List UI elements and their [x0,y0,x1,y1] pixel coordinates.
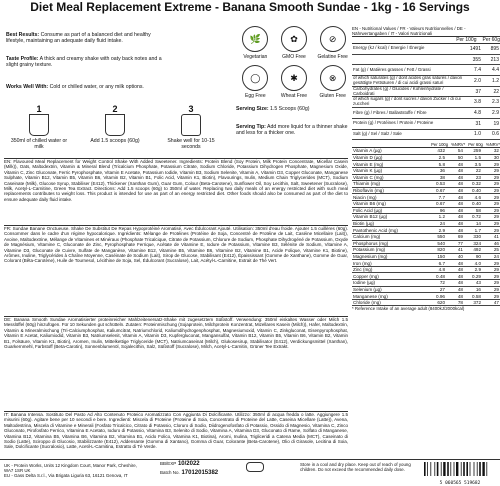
macro-cell-label: Carbohydrates (g) / Glucides / Kohlenhydrate / Carboidrati [352,86,464,97]
vitamin-cell-d: 29 [482,260,500,267]
macro-row [352,108,500,119]
vitamin-cell-c: 1.5 [464,154,482,161]
vitamin-cell-label: Vitamin B12 (µg) [352,214,428,221]
macro-cell-v1: 2.0 [464,76,482,87]
vitamin-cell-c: 16 [464,286,482,293]
vitamin-cell-label: Phosphorus (mg) [352,240,428,247]
german-label-text: DE: Banana Smooth Sundae Aromatisierter proteinreicher Mahlzeitenersatz-Shake mit zugesetztem Süßstoff. Verwendung: 350ml eiskaltes Wasser oder Milch 1.5 Messlöffel (60g) hinzufügen. Für 10 Sekunden gut schütteln. Zutaten: Proteinmischung (Sojaprotein, Milchprotein Konzentrat, Mizellares Kasein (Milch)), Hafer, Maltodextrin, Vitamin & Mineralmischung (Tri-Calciumphosphat, Kaliumcitrat, Natriumchlorid, Kaliumdihydrogenphosphat, Magnesiumoxid, Vitamin C, Zinkgluconat, Eisenpyrophosphat, Vitamin E Acetat, Kaliumiodid, Vitamin B3, Natriumselenit, Vitamin A, Vitamin D3, Kupfergluconat, Mangansulfat, Vitamin B12, Vitamin B5, Vitamin B6, Vitamin B2, Vitamin B1, Folsäure, Vitamin K1, Biotin), Aromen, Inulin, Mittelkettige Triglyceride (MCT), Natriumcaseinat (Milch), Glukosesirup, Stabilisator (E412), Verdickungsmittel (Xanthan), Guarkernmehl, Farbstoff (Beta-Carotin), Sonnenblumenöl, Sojalecithin, Salz, Süßstoff (Sucralose), Milch, Acetyl-L-Carnitin, Grüner Tee Extrakt. [4,316,348,411]
vitamin-row [352,161,500,168]
barcode-bar [424,462,426,476]
bbe-label: BB/EXP [160,461,177,466]
barcode-bar [479,462,481,476]
vitamin-cell-label: Selenium (µg) [352,286,428,293]
vitamin-cell-d: 29 [482,280,500,287]
vitamin-cell-c: 3.5 [464,161,482,168]
vitamin-cell-a: 4.8 [428,266,446,273]
step-text: Add 1.5 scoops (60g) [90,138,140,144]
vitamin-cell-a: 0.48 [428,273,446,280]
vitamin-row [352,233,500,240]
barcode-bar [447,462,449,476]
macro-row [352,76,500,87]
macro-cell-label: Salt (g) / Sel / Salz / Sale [352,129,464,140]
vitamin-cell-label: Thiamin (mg) [352,181,428,188]
vitamin-cell-label: Vitamin C (mg) [352,174,428,181]
nutrition-header-label: EN - Nutritional Values / FR - Valeurs Nutritionnelles / DE - Nährwertangaben / IT - Valori Nutrizionali [352,26,466,36]
vitamin-cell-d: 47 [482,299,500,306]
vitamin-cell-b: 48 [446,214,464,221]
vitamin-cell-b: 40 [446,253,464,260]
macro-cell-v2: 895 [482,44,500,54]
nutrition-panel [352,26,500,312]
recycle-icon [246,462,264,472]
dietary-icons [236,26,352,99]
vitamin-cell-a: 2.5 [428,154,446,161]
vitamin-row [352,194,500,201]
vitamin-cell-label: Potassium (mg) [352,247,428,254]
vitamin-cell-label: Calcium (mg) [352,233,428,240]
vitamin-cell-c: 58 [464,207,482,214]
vitamin-row [352,240,500,247]
macro-cell-v1: 3.8 [464,97,482,108]
vitamin-cell-a: 550 [428,233,446,240]
vitamin-cell-c: 0.40 [464,187,482,194]
works-well-label: Works Well With: [6,84,49,90]
vit-col-2: %NRV* [451,142,466,148]
vitamin-cell-a: 432 [428,148,446,154]
nutrition-col-per100: Per 100g [456,37,477,43]
vitamin-row [352,181,500,188]
footer-bbe [160,461,200,467]
vitamin-cell-c: 324 [464,240,482,247]
french-label-text: FR: Sundae Banane Onctueuse. Shake De Substitut De Repas Hypoprotéiné Aromatisé, Avec Édulcorant Ajouté. Utilisation: 350ml d'eau froide. Ajouter 1.5 cuillères (60g). Consommer dans le cadre d'un régime hypocalorique. Ingrédients: Mélange de Protéines (Protéine de Soja, Concentré de Protéine de Lait, Caséine Micellaire (Lait)), Avoine, Maltodextrine, Mélange de Vitamines et Minéraux (Phosphate Tricalcique, Citrate de Potassium, Chlorure de Sodium, Phosphate Dihydrogéné de Potassium, Oxyde de Magnésium, Vitamine C, Gluconate de Zinc, Pyrophosphate Ferrique, Acétate de Vitamine E, Iodure de Potassium, Vitamine B3, Sélénite de Sodium, Vitamine A, Vitamine D3, Gluconate de Cuivre, Sulfate de Manganèse, Vitamine B12, Vitamine B5, Vitamine B6, Vitamine B2, Vitamine B1, Acide Folique, Vitamine K1, Biotine), Arômes, Inuline, Triglycérides à Chaîne Moyenne, Caséinate de Sodium (Lait), Sirop de Glucose, Stabilisant (E412), Épaississant (Gomme de Xanthane), Gomme de Guar, Colorant (Bêta-Carotène), Huile de Tournesol, Lécithine de Soja, Sel, Édulcorant (Sucralose), Lait, Acétyl-L-Carnitine, Extrait de Thé Vert. [4,225,348,316]
vitamin-cell-d: 32 [482,148,500,154]
vitamin-row [352,167,500,174]
vitamin-row [352,220,500,227]
macro-cell-label: Protein (g) / Protéines / Protein / Proteine [352,118,464,129]
barcode-bar [454,462,455,476]
step-text: Shake well for 10-15 seconds [167,138,215,150]
vitamin-cell-d: 29 [482,161,500,168]
vitamin-cell-b: 48 [446,167,464,174]
vit-col-4: %NRV* [485,142,500,148]
vitamin-cell-label: Vitamin K (µg) [352,167,428,174]
vitamin-cell-label: Vitamin A (µg) [352,148,428,154]
vitamin-row [352,247,500,254]
vitamin-cell-a: 2.9 [428,227,446,234]
vitamin-cell-a: 5.8 [428,161,446,168]
step-2 [82,104,148,150]
vitamin-cell-d: 24 [482,253,500,260]
batch-value: 17012015382 [181,470,219,476]
vitamin-cell-c: 0.40 [464,200,482,207]
vitamin-cell-b: 48 [446,293,464,300]
vitamin-cell-label: Niacin (mg) [352,194,428,201]
vitamin-cell-c: 330 [464,233,482,240]
taste-profile-label: Taste Profile: [6,56,39,62]
vitamin-cell-b: 48 [446,174,464,181]
macro-cell-v2: 4.4 [482,65,500,76]
vitamin-cell-c: 0.58 [464,293,482,300]
vitamin-cell-a: 820 [428,247,446,254]
italian-label-text: IT: Banana Intensa. Sostituto Del Pasto Ad Alto Contenuto Proteico Aromatizzato Con Aggiunta Di Dolcificante. Utilizzo: 350ml di acqua fredda o latte. Aggiungere 1.5 misurini (60g). Agitare bene per 10 secondi e bere. Ingredienti: Miscela di Proteine (Proteine di Soia, Concentrato di Proteine del Latte, Caseina Micellare (Latte)), Avena, Maltodestrina, Miscela di Vitamine e Minerali (Fosfato Tricalcico, Citrato di Potassio, Cloruro di Sodio, Diidrogenofosfato di Potassio, Ossido di Magnesio, Vitamina C, Zinco Gluconato, Pirofosfato Ferrico, Vitamina E Acetato, Ioduro di Potassio, Vitamina B3, Selenito di Sodio, Vitamina A, Vitamina D3, Gluconato di Rame, Solfato di Manganese, Vitamina B12, Vitamina B5, Vitamina B6, Vitamina B2, Vitamina B1, Acido Folico, Vitamina K1, Biotina), Aromi, Inulina, Trigliceridi a Catena Media (MCT), Caseinato di Sodio (Latte), Sciroppo di Glucosio, Stabilizzante (E412), Addensante (Gomma di Xantano), Gomma di Guar, Colorante (Beta-Carotene), Olio di Girasole, Lecitina di Soia, Sale, Dolcificante (Sucralosio), Latte, Acetil-L-Carnitina, Estratto di Tè Verde. [4,411,348,459]
vitamin-cell-label: Chloride (mg) [352,299,428,306]
vitamin-cell-b: 54 [446,148,464,154]
footer-storage-text: Store in a cool and dry place. Keep out of reach of young children. Do not exceed the recommended daily dose. [300,462,411,473]
vitamin-cell-b: 48 [446,227,464,234]
macro-cell-v2: 0.6 [482,129,500,140]
dietary-icon-label: Egg Free [245,93,266,99]
vitamin-cell-a: 150 [428,253,446,260]
vitamin-row [352,299,500,306]
vitamin-cell-b: 48 [446,194,464,201]
macro-cell-v1: 4.8 [464,108,482,119]
vitamin-cell-d: 29 [482,167,500,174]
vit-col-3: Per 60g [468,142,483,148]
barcode-bar [430,462,431,476]
step-number: 3 [188,104,194,114]
barcode-bar [450,462,451,476]
dietary-icon-item [275,26,314,60]
macro-cell-label: Fat (g) / Matières grasses / Fett / Grassi [352,65,464,76]
macro-cell-label: Fibre (g) / Fibres / Ballaststoffe / Fibre [352,108,464,119]
barcode-bar [461,462,462,476]
vitamin-cell-b: 48 [446,260,464,267]
footer-batch [160,470,218,476]
vitamin-cell-a: 38 [428,174,446,181]
vitamin-cell-a: 96 [428,207,446,214]
vitamin-cell-a: 540 [428,240,446,247]
vitamin-cell-c: 4.0 [464,260,482,267]
vitamin-cell-c: 372 [464,299,482,306]
step-text: 350ml of chilled water or milk [10,138,68,150]
vitamin-cell-d: 30 [482,154,500,161]
nutrition-footnote: * Reference Intake of an average adult (8400kJ/2000kcal) [352,306,465,312]
macro-cell-v1: 7.4 [464,65,482,76]
vit-col-1: Per 100g [431,142,449,148]
step-number: 1 [36,104,42,114]
vitamin-cell-d: 29 [482,187,500,194]
vitamin-cell-a: 72 [428,280,446,287]
vitamin-row [352,154,500,161]
vitamin-cell-a: 0.96 [428,293,446,300]
batch-label: Batch No. [160,470,180,475]
vitamin-row [352,214,500,221]
vitamin-row [352,174,500,181]
glass-icon [29,114,49,136]
macro-cell-v2: 22 [482,86,500,97]
macronutrient-table [352,44,500,140]
best-results-block [6,32,166,44]
vitamin-cell-c: 0.72 [464,214,482,221]
best-results-label: Best Results: [6,32,40,38]
serving-size [236,106,352,112]
macro-cell-label: of which sugars (g) / dont sucres / davon Zucker / di cui zuccheri [352,97,464,108]
dietary-icon-label: Vegetarian [243,54,268,60]
barcode-bar [470,462,471,476]
vitamin-cell-a: 0.67 [428,187,446,194]
macro-cell-label: Energy (kJ / kcal) / Energie / Énergie [352,44,464,54]
footer-address-eu: EU - Gass Delta S.r.l., Via Brigata Liguria 63, 16121 Genova, IT [4,473,128,479]
vitamin-cell-a: 0.67 [428,200,446,207]
barcode-bar [443,462,445,476]
footer-divider [0,459,500,460]
vitamin-cell-d: 29 [482,266,500,273]
macro-cell-v2: 213 [482,54,500,65]
macro-cell-v1: 1491 [464,44,482,54]
vitamin-cell-d: 29 [482,220,500,227]
vitamin-cell-label: Vitamin D (µg) [352,154,428,161]
vitamin-cell-b: 48 [446,220,464,227]
vitamin-cell-a: 36 [428,167,446,174]
dietary-icon-item [236,26,275,60]
vitamin-cell-label: Zinc (mg) [352,266,428,273]
vitamin-cell-label: Biotin (µg) [352,220,428,227]
barcode-icon [422,462,498,476]
macro-row [352,97,500,108]
vitamin-cell-d: 41 [482,233,500,240]
serving-tip-text: Add more liquid for a thinner shake and less for a thicker one. [236,124,348,136]
vitamin-cell-label: Manganese (mg) [352,293,428,300]
vitamin-cell-b: 41 [446,247,464,254]
vitamin-cell-a: 27 [428,286,446,293]
vitamin-cell-c: 4.6 [464,194,482,201]
macro-row [352,118,500,129]
vitamin-cell-label: Vitamin B6 (mg) [352,200,428,207]
footer-addresses [4,463,144,479]
vitamin-cell-c: 14 [464,220,482,227]
nutrition-col-per60: Per 60g [482,37,500,43]
step-3 [158,104,224,150]
barcode-digits: 5 060565 519682 [439,481,481,486]
barcode-bar [463,462,465,476]
macro-row [352,65,500,76]
barcode-bar [434,462,435,476]
dietary-icon-item [275,65,314,99]
vitamin-cell-a: 24 [428,220,446,227]
macro-cell-v1: 37 [464,86,482,97]
vitamin-cell-d: 29 [482,207,500,214]
dietary-icon-label: Gelatine Free [317,54,348,60]
vitamin-cell-d: 29 [482,174,500,181]
vitamin-row [352,280,500,287]
vitamin-cell-label: Riboflavin (mg) [352,187,428,194]
bbe-value: 10/2022 [177,461,200,467]
egg-free-icon: ◯ [242,65,268,91]
vitamin-cell-b: 48 [446,187,464,194]
vitamin-cell-b: 48 [446,280,464,287]
vitamin-cell-a: 620 [428,299,446,306]
preparation-steps [6,104,236,156]
macro-cell-v1: 1.0 [464,129,482,140]
footer-address-uk: UK - Protein Works, Units 12 Kingdom Court, Manor Park, Cheshire, WA7 1SR UK [4,463,137,474]
vitamin-cell-d: 29 [482,227,500,234]
barcode-bar [474,462,475,476]
barcode-bar [437,462,439,476]
macro-row [352,44,500,54]
macro-row [352,129,500,140]
vitamin-cell-label: Folic Acid (µg) [352,207,428,214]
macro-cell-v1: 355 [464,54,482,65]
macro-cell-label [352,54,464,65]
macro-cell-v2: 1.2 [482,76,500,87]
vitamin-cell-c: 492 [464,247,482,254]
gluten-free-icon: ⊗ [320,65,346,91]
macro-cell-v1: 31 [464,118,482,129]
taste-profile-block [6,56,166,68]
vitamin-cell-label: Copper (mg) [352,273,428,280]
vitamin-cell-d: 29 [482,293,500,300]
vitamin-cell-label: Magnesium (mg) [352,253,428,260]
vegetarian-icon: 🌿 [242,26,268,52]
vitamin-cell-d: 29 [482,194,500,201]
vitamin-cell-d: 25 [482,247,500,254]
dietary-icon-item [313,65,352,99]
vitamin-cell-c: 23 [464,174,482,181]
serving-size-label: Serving Size: [236,106,269,112]
macro-row [352,54,500,65]
vitamin-row [352,266,500,273]
macro-cell-v2: 2.3 [482,97,500,108]
barcode-bar [466,462,468,476]
barcode-bar [482,462,484,476]
best-results-text: Consume as part of a balanced diet and healthy lifestyle, maintaining an adequate daily fluid intake. [6,32,151,44]
wheat-free-icon: ✱ [281,65,307,91]
vitamin-cell-b: 48 [446,161,464,168]
vitamin-cell-label: Iodine (µg) [352,280,428,287]
dietary-icon-item [236,65,275,99]
barcode-bar [486,462,487,476]
barcode [422,462,498,486]
english-label-text: EN: Flavoured Meal Replacement for Weight Control Shake With Added Sweetener. Ingredients: Protein Blend (Soy Protein, Milk Protein Concentrate, Micellar Casein (Milk)), Oats, Maltodextrin, Vitamin & Mineral Blend (Tricalcium Phosphate, Potassium Citrate, Sodium Chloride, Potassium Dihydrogen Phosphate, Magnesium Oxide, Vitamin C, Zinc Gluconate, Ferric Pyrophosphate, Vitamin E Acetate, Potassium Iodide, Vitamin B3, Sodium Selenite, Vitamin A, Vitamin D3, Copper Gluconate, Manganese Sulphate, Vitamin B12, Vitamin B5, Vitamin B6, Vitamin B2, Vitamin B1, Folic Acid, Vitamin K1, Biotin), Flavourings, Inulin, Medium Chain Triglycerides (MCT), Sodium Caseinate (Milk), Glucose Syrup, Stabiliser (E412), Thickener (Xanthan Gum), Guar Gum, Colour (Beta-Carotene), Sunflower Oil, Soy Lecithin, Salt, Sweetener (Sucralose), Milk, Acetyl-L-Carnitine, Green Tea Extract. Directions: Add 1.5 scoops (60g) to 350ml of water. Replacing two daily meals of an energy restricted diet with such meal replacements contributes to weight loss. This product is intended for use as part of an energy restricted diet. Other foods should also be consumed as part of the diet to ensure adequate daily fluid intake. [4,158,348,225]
vitamin-cell-d: 29 [482,273,500,280]
vitamin-cell-label: Vitamin E (mg) [352,161,428,168]
vitamin-cell-c: 1.7 [464,227,482,234]
vitamin-cell-d: 29 [482,200,500,207]
taste-profile-text: A thick and creamy shake with oaty back notes and a slight grainy texture. [6,56,162,68]
vitamin-row [352,273,500,280]
vitamin-cell-label: Iron (mg) [352,260,428,267]
vitamin-row [352,227,500,234]
vitamin-cell-b: 48 [446,266,464,273]
vitamin-cell-b: 77 [446,240,464,247]
barcode-bar [427,462,428,476]
vitamin-cell-a: 6.7 [428,260,446,267]
barcode-bar [441,462,442,476]
vitamin-cell-c: 0.29 [464,273,482,280]
vitamin-cell-a: 0.53 [428,181,446,188]
vitamin-cell-b: 48 [446,273,464,280]
macro-cell-label: of which saturates (g) / dont acides gras saturés / davon gesättigte Fettsäuren / di cui acidi grassi saturi [353,75,463,85]
vitamin-row [352,207,500,214]
vitamin-cell-b: 78 [446,299,464,306]
vitamin-cell-b: 48 [446,286,464,293]
serving-tip [236,124,352,136]
vitamin-row [352,187,500,194]
dietary-icon-label: GMO Free [282,54,306,60]
step-number: 2 [112,104,118,114]
vitamin-cell-d: 29 [482,286,500,293]
dietary-icon-label: Wheat Free [280,93,308,99]
product-title: Diet Meal Replacement Extreme - Banana Smooth Sundae - 1kg - 16 Servings [30,0,470,14]
vitamin-cell-d: 29 [482,214,500,221]
vitamin-cell-d: 46 [482,240,500,247]
vitamin-row [352,260,500,267]
vitamin-cell-c: 0.32 [464,181,482,188]
works-well-block [6,84,196,90]
scoop-icon [105,114,125,136]
vitamin-cell-label: Pantothenic Acid (mg) [352,227,428,234]
works-well-text: Cold or chilled water, or any milk options. [49,84,144,90]
macro-cell-v2: 2.9 [482,108,500,119]
macro-row [352,86,500,97]
vitamin-mineral-table [352,148,500,306]
serving-size-text: 1.5 Scoops (60g) [270,106,310,112]
vitamin-cell-c: 2.9 [464,266,482,273]
vitamin-row [352,253,500,260]
vitamin-cell-c: 43 [464,280,482,287]
macro-cell-v2: 19 [482,118,500,129]
vitamin-cell-b: 69 [446,233,464,240]
serving-tip-label: Serving Tip: [236,124,266,130]
dietary-icon-label: Gluten Free [319,93,346,99]
vitamin-row [352,286,500,293]
gelatine-free-icon: ⊘ [320,26,346,52]
vitamin-cell-b: 48 [446,181,464,188]
barcode-bar [477,462,478,476]
vitamin-cell-c: 90 [464,253,482,260]
vitamin-cell-c: 259 [464,148,482,154]
barcode-bar [456,462,458,476]
vitamin-row [352,293,500,300]
vitamin-cell-b: 48 [446,207,464,214]
vitamin-cell-a: 7.7 [428,194,446,201]
vitamin-row [352,200,500,207]
vitamin-cell-c: 22 [464,167,482,174]
dietary-icon-item [313,26,352,60]
gmo-free-icon: ✿ [281,26,307,52]
shaker-icon [181,114,201,136]
step-1 [6,104,72,150]
vitamin-cell-d: 29 [482,181,500,188]
vitamin-cell-a: 1.2 [428,214,446,221]
vitamin-cell-b: 50 [446,154,464,161]
vitamin-cell-b: 48 [446,200,464,207]
